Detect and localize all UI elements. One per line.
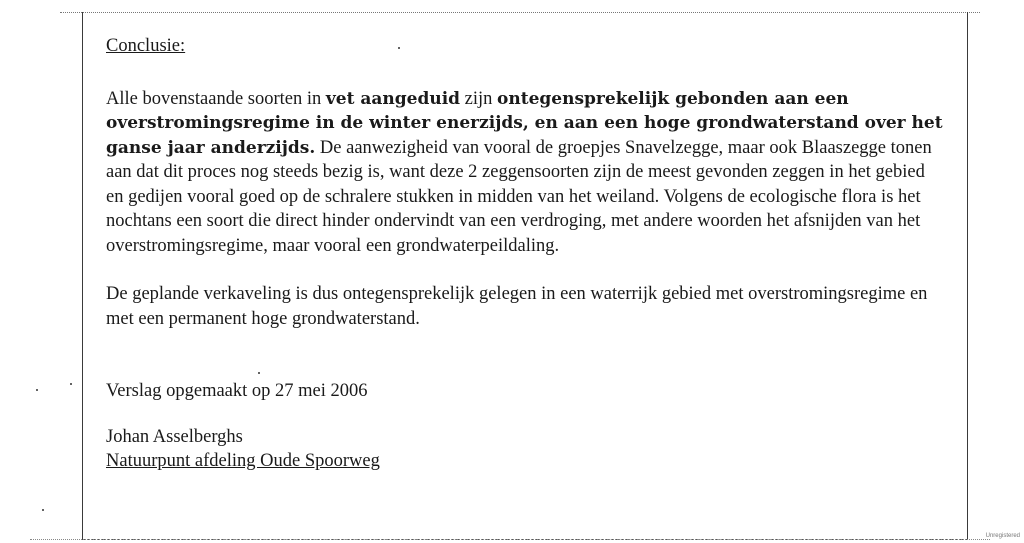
paragraph-text: De aanwezigheid van vooral de groepjes Snavelzegge, maar ook Blaaszegge tonen aan dat dit proces nog steeds bezig is, want deze 2 zeggensoorten zijn de meest gevonden zeggen in het gebied en gedijen vooral goed op de schralere stukken in midden van het weiland. Volgens de ecologische flora is het nochtans een soort die direct hinder ondervindt van een verdroging, met andere woorden het afsnijden van het overstromingsregime, maar vooral een grondwaterpeildaling. (106, 137, 932, 256)
conclusion-heading: Conclusie: (106, 36, 186, 56)
author-name: Johan Asselberghs (106, 426, 243, 447)
verdict-paragraph: De geplande verkaveling is dus ontegensprekelijk gelegen in een waterrijk gebied met overstromingsregime en met een permanent hoge grondwaterstand. (106, 284, 928, 329)
scan-speck (70, 383, 72, 385)
scan-speck (36, 389, 38, 391)
unregistered-watermark: Unregistered (985, 533, 1020, 539)
organization-name: Natuurpunt afdeling Oude Spoorweg (106, 451, 380, 471)
paragraph-text: Alle bovenstaande soorten in (106, 88, 326, 109)
document-body (106, 34, 946, 474)
bottom-border-line (30, 539, 990, 540)
bold-phrase: ontegensprekelijk gebonden aan een overstromingsregime in de winter enerzijds, en aan een hoge grondwaterstand over het ganse jaar anderzijds. (106, 88, 943, 158)
scan-speck (42, 509, 44, 511)
report-date-line: Verslag opgemaakt op 27 mei 2006 (106, 381, 368, 401)
bold-phrase: vet aangeduid (325, 88, 461, 109)
paragraph-text: zijn (460, 88, 498, 109)
conclusion-paragraph (106, 87, 946, 259)
